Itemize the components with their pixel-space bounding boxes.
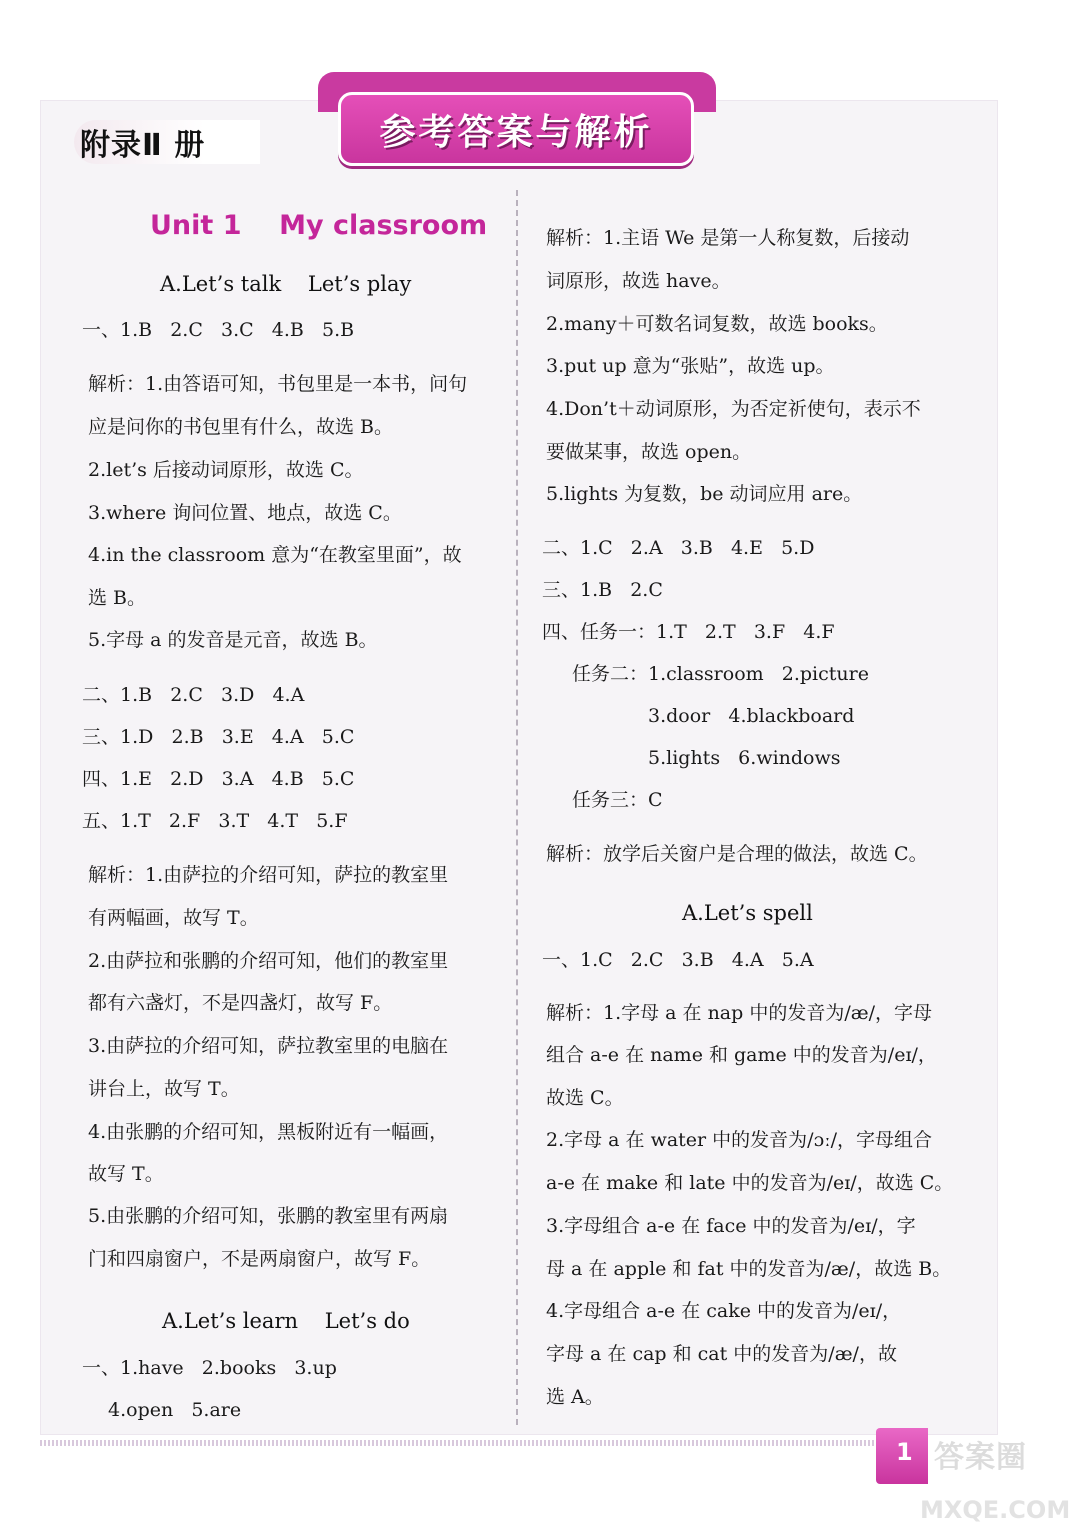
explanation-line: 2.字母 a 在 water 中的发音为/ɔː/，字母组合 (546, 1129, 933, 1151)
explanation-line: 都有六盏灯，不是四盏灯，故写 F。 (88, 992, 393, 1014)
unit-title: Unit 1 My classroom (150, 210, 488, 241)
explanation-line: 解析：放学后关窗户是合理的做法，故选 C。 (546, 843, 928, 865)
explanation-line: 5.字母 a 的发音是元音，故选 B。 (88, 629, 378, 651)
explanation-line: 字母 a 在 cap 和 cat 中的发音为/æ/，故 (546, 1343, 897, 1365)
explanation-line: 4.字母组合 a-e 在 cake 中的发音为/eɪ/， (546, 1300, 902, 1322)
explanation-line: 解析：1.由萨拉的介绍可知，萨拉的教室里 (88, 864, 449, 886)
column-divider (516, 190, 518, 1425)
answer-line: 四、任务一：1.T 2.T 3.F 4.F (542, 621, 835, 643)
answer-line: 四、1.E 2.D 3.A 4.B 5.C (82, 768, 355, 790)
answer-line: 五、1.T 2.F 3.T 4.T 5.F (82, 810, 348, 832)
answer-line: 3.door 4.blackboard (648, 705, 855, 727)
explanation-line: 解析：1.由答语可知，书包里是一本书，问句 (88, 373, 468, 395)
answer-line: 二、1.C 2.A 3.B 4.E 5.D (542, 537, 815, 559)
watermark-url: MXQE.COM (920, 1496, 1071, 1524)
explanation-line: 4.in the classroom 意为“在教室里面”，故 (88, 544, 462, 566)
watermark-logo: 答案圈 (934, 1440, 1027, 1475)
explanation-line: 讲台上，故写 T。 (88, 1078, 240, 1100)
explanation-line: 故选 C。 (546, 1087, 624, 1109)
page-number: 1 (896, 1438, 913, 1466)
answer-line: 三、1.B 2.C (542, 579, 663, 601)
explanation-line: 2.let’s 后接动词原形，故选 C。 (88, 459, 364, 481)
explanation-line: 应是问你的书包里有什么，故选 B。 (88, 416, 394, 438)
answer-line: 一、1.C 2.C 3.B 4.A 5.A (542, 949, 814, 971)
explanation-line: 门和四扇窗户，不是两扇窗户，故写 F。 (88, 1248, 431, 1270)
section-heading: A.Let’s talk Let’s play (160, 272, 412, 296)
explanation-line: 解析：1.字母 a 在 nap 中的发音为/æ/，字母 (546, 1002, 933, 1024)
title-banner (338, 92, 694, 166)
explanation-line: 选 A。 (546, 1386, 604, 1408)
section-heading: A.Let’s learn Let’s do (162, 1309, 410, 1333)
answer-line: 二、1.B 2.C 3.D 4.A (82, 684, 305, 706)
explanation-line: 母 a 在 apple 和 fat 中的发音为/æ/，故选 B。 (546, 1258, 952, 1280)
explanation-line: 3.字母组合 a-e 在 face 中的发音为/eɪ/，字 (546, 1215, 916, 1237)
explanation-line: 5.lights 为复数，be 动词应用 are。 (546, 483, 863, 505)
banner-title: 参考答案与解析 (379, 111, 653, 153)
explanation-line: 要做某事，故选 open。 (546, 441, 752, 463)
bottom-rule (40, 1440, 875, 1446)
section-heading: A.Let’s spell (682, 901, 813, 925)
explanation-line: 3.where 询问位置、地点，故选 C。 (88, 502, 402, 524)
explanation-line: 2.many＋可数名词复数，故选 books。 (546, 313, 888, 335)
explanation-line: 组合 a-e 在 name 和 game 中的发音为/eɪ/， (546, 1044, 937, 1066)
explanation-line: 3.由萨拉的介绍可知，萨拉教室里的电脑在 (88, 1035, 449, 1057)
answer-line: 4.open 5.are (108, 1399, 242, 1421)
answer-line: 一、1.have 2.books 3.up (82, 1357, 337, 1379)
explanation-line: 解析：1.主语 We 是第一人称复数，后接动 (546, 227, 910, 249)
appendix-label: 附录Ⅱ 册 (80, 128, 206, 163)
explanation-line: 选 B。 (88, 587, 147, 609)
explanation-line: 词原形，故选 have。 (546, 270, 731, 292)
explanation-line: 有两幅画，故写 T。 (88, 907, 259, 929)
explanation-line: 4.Don’t＋动词原形，为否定祈使句，表示不 (546, 398, 921, 420)
answer-line: 任务二：1.classroom 2.picture (572, 663, 869, 685)
explanation-line: 4.由张鹏的介绍可知，黑板附近有一幅画， (88, 1121, 449, 1143)
explanation-line: 故写 T。 (88, 1163, 164, 1185)
answer-line: 一、1.B 2.C 3.C 4.B 5.B (82, 319, 355, 341)
explanation-line: 2.由萨拉和张鹏的介绍可知，他们的教室里 (88, 950, 449, 972)
explanation-line: 5.由张鹏的介绍可知，张鹏的教室里有两扇 (88, 1205, 449, 1227)
answer-line: 三、1.D 2.B 3.E 4.A 5.C (82, 726, 355, 748)
explanation-line: a-e 在 make 和 late 中的发音为/eɪ/，故选 C。 (546, 1172, 954, 1194)
answer-line: 5.lights 6.windows (648, 747, 841, 769)
answer-line: 任务三：C (572, 789, 663, 811)
explanation-line: 3.put up 意为“张贴”，故选 up。 (546, 355, 835, 377)
